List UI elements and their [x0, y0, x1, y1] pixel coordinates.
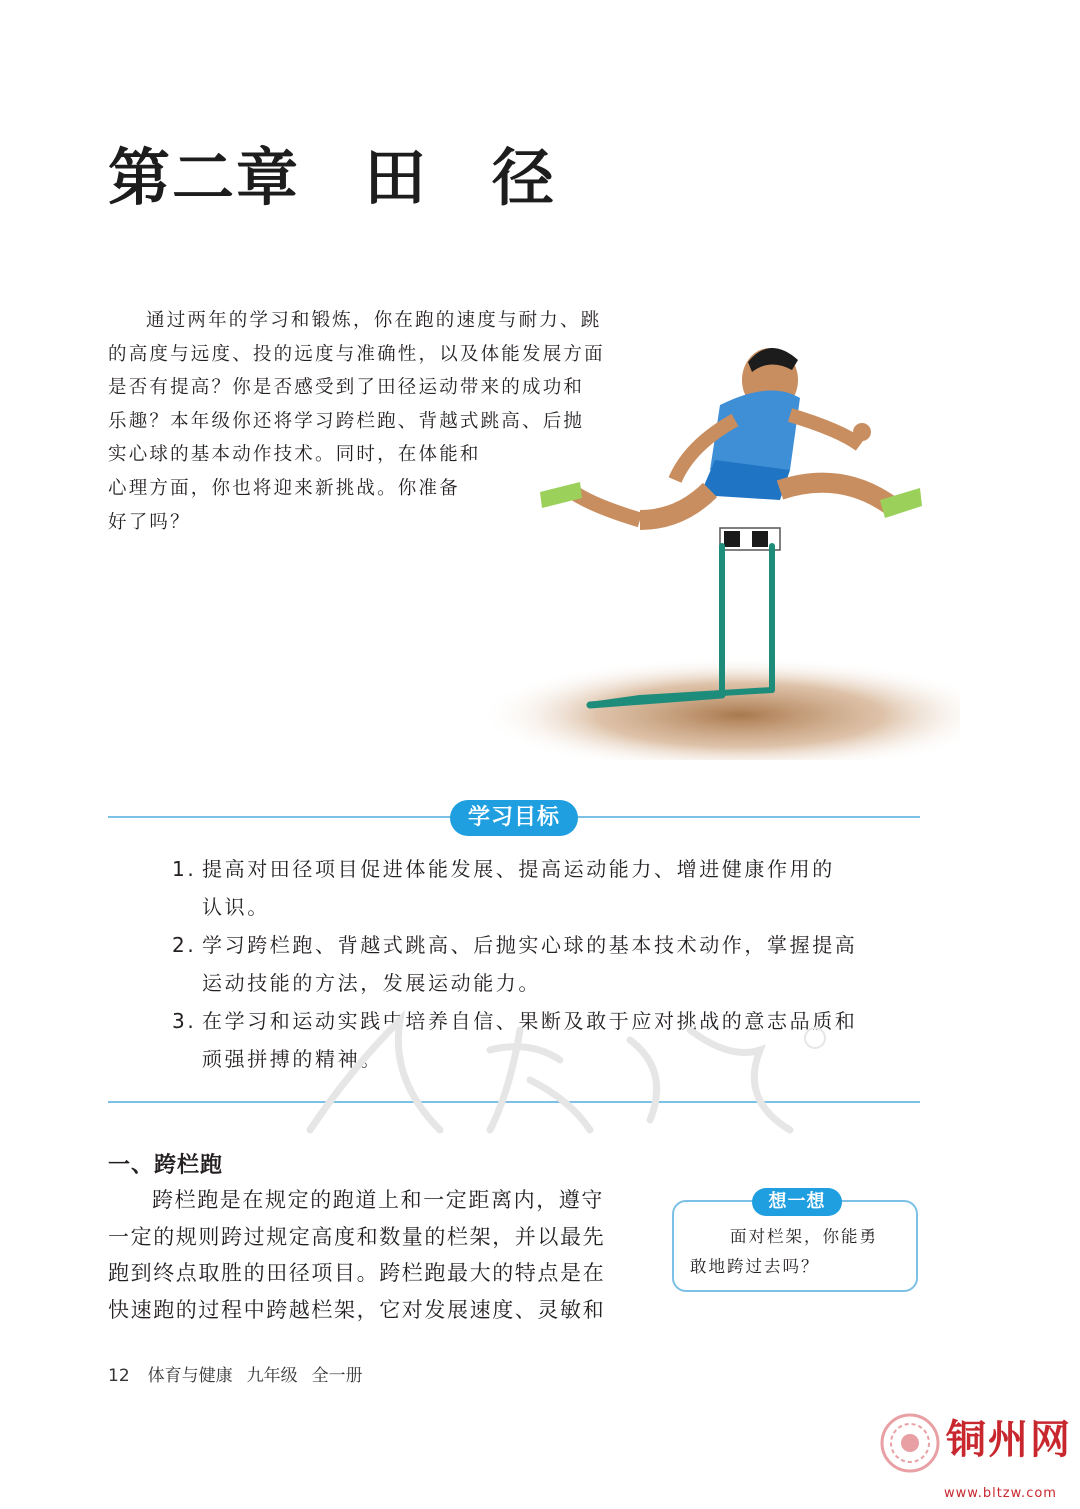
section-title: 一、跨栏跑: [108, 1153, 224, 1178]
goal-item: [172, 1002, 912, 1078]
section-body: [108, 1182, 648, 1328]
intro-line: 通过两年的学习和锻炼，你在跑的速度与耐力、跳: [146, 310, 602, 331]
goal-line: 学习跨栏跑、背越式跳高、后抛实心球的基本技术动作，掌握提高: [202, 933, 858, 957]
goals-badge: 学习目标: [450, 800, 578, 836]
body-line: 跑到终点取胜的田径项目。跨栏跑最大的特点是在: [108, 1261, 606, 1285]
intro-line: 好了吗？: [108, 511, 191, 533]
page-footer: [108, 1361, 377, 1386]
grade-label: 九年级: [246, 1366, 298, 1386]
athlete: [540, 348, 922, 520]
goal-line: 顽强拼搏的精神。: [202, 1047, 383, 1071]
intro-line: 心理方面，你也将迎来新挑战。你准备: [108, 477, 460, 499]
volume-label: 全一册: [311, 1366, 363, 1386]
body-line: 快速跑的过程中跨越栏架，它对发展速度、灵敏和: [108, 1297, 606, 1322]
site-logo-url: www.bltzw.com: [944, 1486, 1057, 1501]
goal-line: 认识。: [202, 895, 270, 919]
think-badge: 想一想: [752, 1188, 842, 1216]
chapter-title: 第二章 田 径: [108, 141, 557, 214]
goal-number: 3.: [172, 1009, 197, 1033]
page-number: 12: [108, 1366, 130, 1386]
goal-line: 提高对田径项目促进体能发展、提高运动能力、增进健康作用的: [202, 857, 835, 881]
goal-item: [172, 850, 912, 926]
intro-line: 实心球的基本动作技术。同时，在体能和: [108, 444, 481, 466]
body-line: 一定的规则跨过规定高度和数量的栏架，并以最先: [108, 1224, 606, 1249]
goal-line: 在学习和运动实践中培养自信、果断及敢于应对挑战的意志品质和: [202, 1009, 858, 1033]
intro-line: 的高度与远度、投的远度与准确性，以及体能发展方面: [108, 343, 605, 365]
intro-line: 乐趣？本年级你还将学习跨栏跑、背越式跳高、后抛: [108, 410, 585, 432]
goal-item: [172, 926, 912, 1002]
body-line: 跨栏跑是在规定的跑道上和一定距离内，遵守: [152, 1188, 604, 1212]
intro-line: 是否有提高？你是否感受到了田径运动带来的成功和: [108, 377, 585, 399]
think-line: 面对栏架，你能勇: [730, 1227, 878, 1246]
goal-number: 1.: [172, 857, 197, 881]
goals-list: [172, 850, 912, 1078]
goal-number: 2.: [172, 933, 197, 957]
site-logo-name: 铜州网: [946, 1416, 1072, 1463]
goal-line: 运动技能的方法，发展运动能力。: [202, 971, 541, 995]
think-line: 敢地跨过去吗？: [690, 1257, 820, 1276]
think-text: [690, 1222, 910, 1282]
book-title: 体育与健康: [147, 1366, 233, 1386]
hurdler-photo: [480, 320, 960, 760]
goals-bottom-rule: [108, 1101, 920, 1103]
